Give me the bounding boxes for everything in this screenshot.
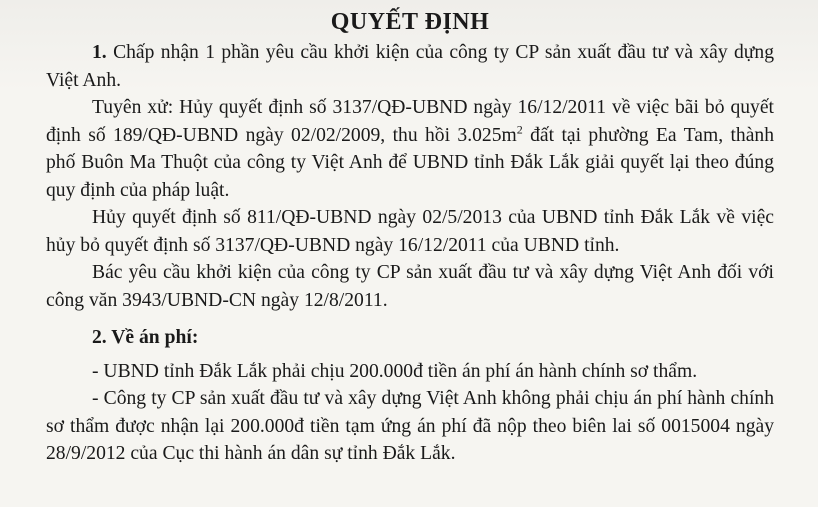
- section1-intro: [46, 39, 774, 94]
- section1-ruling-paragraph: [46, 94, 774, 204]
- section2-item-company-fee: - Công ty CP sản xuất đầu tư và xây dựng Việt Anh không phải chịu án phí hành chính sơ thẩm được nhận lại 200.000đ tiền tạm ứng án phí đã nộp theo biên lai số 0015004 ngày 28/9/2012 của Cục thi hành án dân sự tỉnh Đắk Lắk.: [46, 388, 774, 464]
- section1-number: 1.: [92, 42, 107, 63]
- section1-reject-paragraph: Bác yêu cầu khởi kiện của công ty CP sản xuất đầu tư và xây dựng Việt Anh đối với công văn 3943/UBND-CN ngày 12/8/2011.: [46, 262, 774, 311]
- section1-annul-paragraph: Hủy quyết định số 811/QĐ-UBND ngày 02/5/2013 của UBND tỉnh Đắk Lắk về việc hủy bỏ quyết định số 3137/QĐ-UBND ngày 16/12/2011 của UBND tỉnh.: [46, 207, 774, 256]
- ruling-text-end: đất tại phường Ea Tam, thành phố Buôn Ma Thuột của công ty Việt Anh để UBND tỉnh Đắk Lắk giải quyết lại theo đúng quy định của pháp luật.: [46, 124, 775, 201]
- document-title: QUYẾT ĐỊNH: [330, 9, 490, 35]
- section2-item-ubnd-fee: - UBND tỉnh Đắk Lắk phải chịu 200.000đ tiền án phí án hành chính sơ thẩm.: [92, 360, 698, 382]
- section2-heading-text: 2. Về án phí:: [92, 327, 199, 348]
- section1-intro-text: Chấp nhận 1 phần yêu cầu khởi kiện của công ty CP sản xuất đầu tư và xây dựng Việt Anh.: [46, 42, 775, 91]
- ruling-text-start: Tuyên xử: Hủy quyết định số 3137/QĐ-UBND ngày 16/12/2011 về việc bãi bỏ quyết định số 189/QĐ-UBND ngày 02/02/2009, thu hồi 3.025m: [46, 97, 774, 146]
- square-meter-superscript: 2: [516, 121, 523, 136]
- section2-heading: [46, 324, 774, 352]
